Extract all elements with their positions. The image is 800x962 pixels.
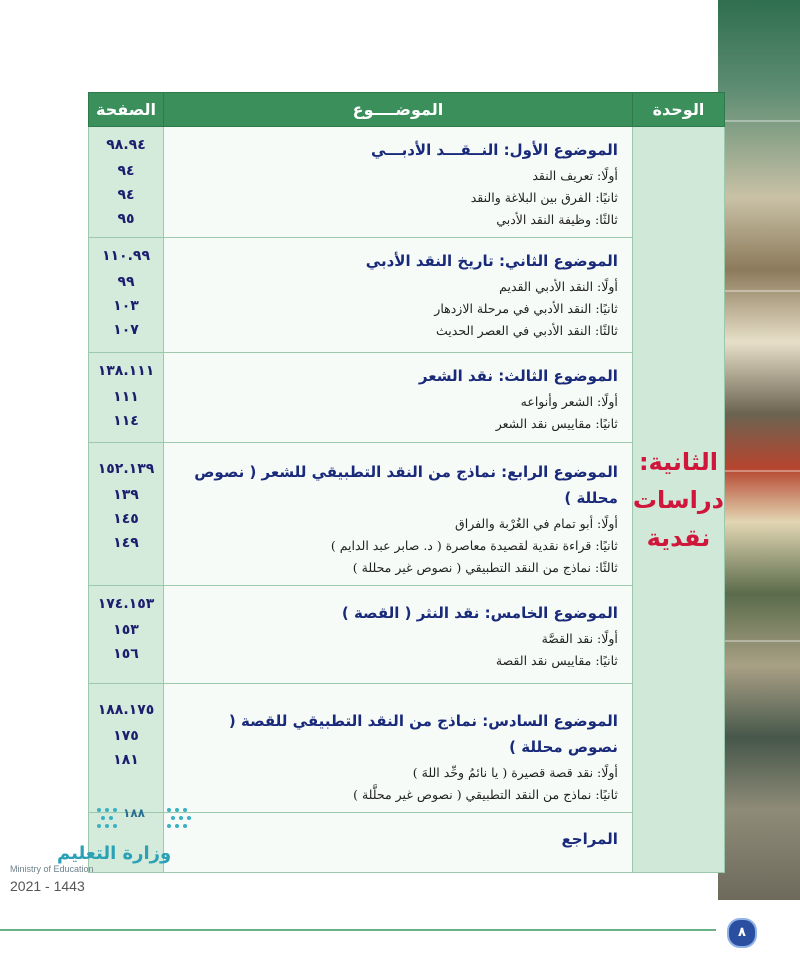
page-cell xyxy=(89,353,164,443)
topic-item[interactable]: ثانيًا: الفرق بين البلاغة والنقد xyxy=(470,190,618,205)
page-number: ١٣٩ xyxy=(113,487,139,503)
page-cell xyxy=(89,238,164,353)
page-number: ١٥٦ xyxy=(113,646,139,662)
page-number: ٩٥ xyxy=(117,211,135,227)
edition-year: 2021 - 1443 xyxy=(10,878,85,894)
topic-item[interactable]: أولًا: الشعر وأنواعه xyxy=(520,394,618,409)
page-cell xyxy=(89,684,164,813)
decorative-side-image xyxy=(718,0,800,900)
unit-label-line2: دراسات xyxy=(632,485,724,514)
subject-cell xyxy=(164,586,633,684)
topic-item[interactable]: ثانيًا: النقد الأدبي في مرحلة الازدهار xyxy=(434,301,618,316)
table-row xyxy=(89,127,725,238)
header-page: الصفحة xyxy=(89,93,164,127)
topic-title[interactable]: الموضوع السادس: نماذج من النقد التطبيقي للقصة ( نصوص محللة ) xyxy=(228,712,618,756)
topic-title[interactable]: الموضوع الثاني: تاريخ النقد الأدبي xyxy=(365,252,618,270)
topic-title[interactable]: الموضوع الأول: النــقـــد الأدبـــي xyxy=(371,141,618,159)
page-range: ١١٠.٩٩ xyxy=(101,248,151,264)
page-range: ١٧٤.١٥٣ xyxy=(97,596,155,612)
topic-item[interactable]: ثانيًا: نماذج من النقد التطبيقي ( نصوص غير محلَّلة ) xyxy=(353,787,618,802)
page-cell xyxy=(89,586,164,684)
logo-page-number: ١٨٨ xyxy=(123,806,145,820)
page-number: ١٧٥ xyxy=(113,728,139,744)
page-cell xyxy=(89,443,164,586)
page-number: ١٠٧ xyxy=(113,322,139,338)
page-number: ١٨١ xyxy=(113,752,139,768)
page-number-badge: ٨ xyxy=(727,918,757,948)
subject-cell xyxy=(164,443,633,586)
page-number: ١٥٣ xyxy=(113,622,139,638)
page-number: ٩٤ xyxy=(117,187,135,203)
topic-item[interactable]: أولًا: نقد القصَّة xyxy=(541,631,618,646)
table-of-contents xyxy=(88,92,725,873)
page-range: ١٨٨.١٧٥ xyxy=(97,702,155,718)
table-row xyxy=(89,443,725,586)
ministry-logo xyxy=(5,800,205,894)
topic-item[interactable]: ثانيًا: مقاييس نقد القصة xyxy=(495,653,618,668)
page-range: ٩٨.٩٤ xyxy=(106,137,146,153)
page-number: ٩٤ xyxy=(117,163,135,179)
page-number: ٩٩ xyxy=(117,274,135,290)
subject-cell xyxy=(164,127,633,238)
page-cell xyxy=(89,127,164,238)
topic-item[interactable]: أولًا: أبو تمام في الغُرْبة والفراق xyxy=(455,516,618,531)
unit-label-line3: نقدية xyxy=(646,523,711,552)
page-number: ١٤٩ xyxy=(113,535,139,551)
page-range: ١٣٨.١١١ xyxy=(97,363,155,379)
subject-cell xyxy=(164,813,633,873)
topic-item[interactable]: ثانيًا: مقاييس نقد الشعر xyxy=(495,416,618,431)
page-range: ١٥٢.١٣٩ xyxy=(97,461,155,477)
top-white-band xyxy=(0,0,800,96)
header-subject: الموضــــوع xyxy=(164,93,633,127)
footer-divider xyxy=(0,929,716,931)
topic-item[interactable]: ثالثًا: وظيفة النقد الأدبي xyxy=(496,212,618,227)
page-number: ١٠٣ xyxy=(113,298,139,314)
ministry-logo-dots xyxy=(97,804,197,832)
topic-item[interactable]: أولًا: تعريف النقد xyxy=(532,168,618,183)
page-number: ١١١ xyxy=(113,389,139,405)
topic-item[interactable]: ثانيًا: قراءة نقدية لقصيدة معاصرة ( د. صابر عبد الدايم ) xyxy=(330,538,618,553)
subject-cell xyxy=(164,238,633,353)
topic-title[interactable]: الموضوع الرابع: نماذج من النقد التطبيقي للشعر ( نصوص محللة ) xyxy=(194,463,618,507)
unit-label-line1: الثانية: xyxy=(638,447,718,476)
page-number: ١٤٥ xyxy=(113,511,139,527)
table-row xyxy=(89,353,725,443)
table-row xyxy=(89,238,725,353)
unit-cell xyxy=(632,127,724,873)
topic-item[interactable]: أولًا: النقد الأدبي القديم xyxy=(499,279,618,294)
table-header-row xyxy=(89,93,725,127)
references-title[interactable]: المراجع xyxy=(561,829,618,848)
topic-item[interactable]: ثالثًا: نماذج من النقد التطبيقي ( نصوص غير محللة ) xyxy=(352,560,618,575)
table-row xyxy=(89,684,725,813)
topic-item[interactable]: أولًا: نقد قصة قصيرة ( يا نائمُ وحِّد اللهَ ) xyxy=(412,765,618,780)
topic-title[interactable]: الموضوع الخامس: نقد النثر ( القصة ) xyxy=(341,604,618,622)
header-unit: الوحدة xyxy=(632,93,724,127)
topic-item[interactable]: ثالثًا: النقد الأدبي في العصر الحديث xyxy=(436,323,618,338)
table-row xyxy=(89,586,725,684)
ministry-name-english: Ministry of Education xyxy=(10,864,94,874)
page-number: ١١٤ xyxy=(113,413,139,429)
subject-cell xyxy=(164,353,633,443)
topic-title[interactable]: الموضوع الثالث: نقد الشعر xyxy=(418,367,618,385)
subject-cell xyxy=(164,684,633,813)
ministry-name-arabic: وزارة التعليم xyxy=(57,843,172,864)
